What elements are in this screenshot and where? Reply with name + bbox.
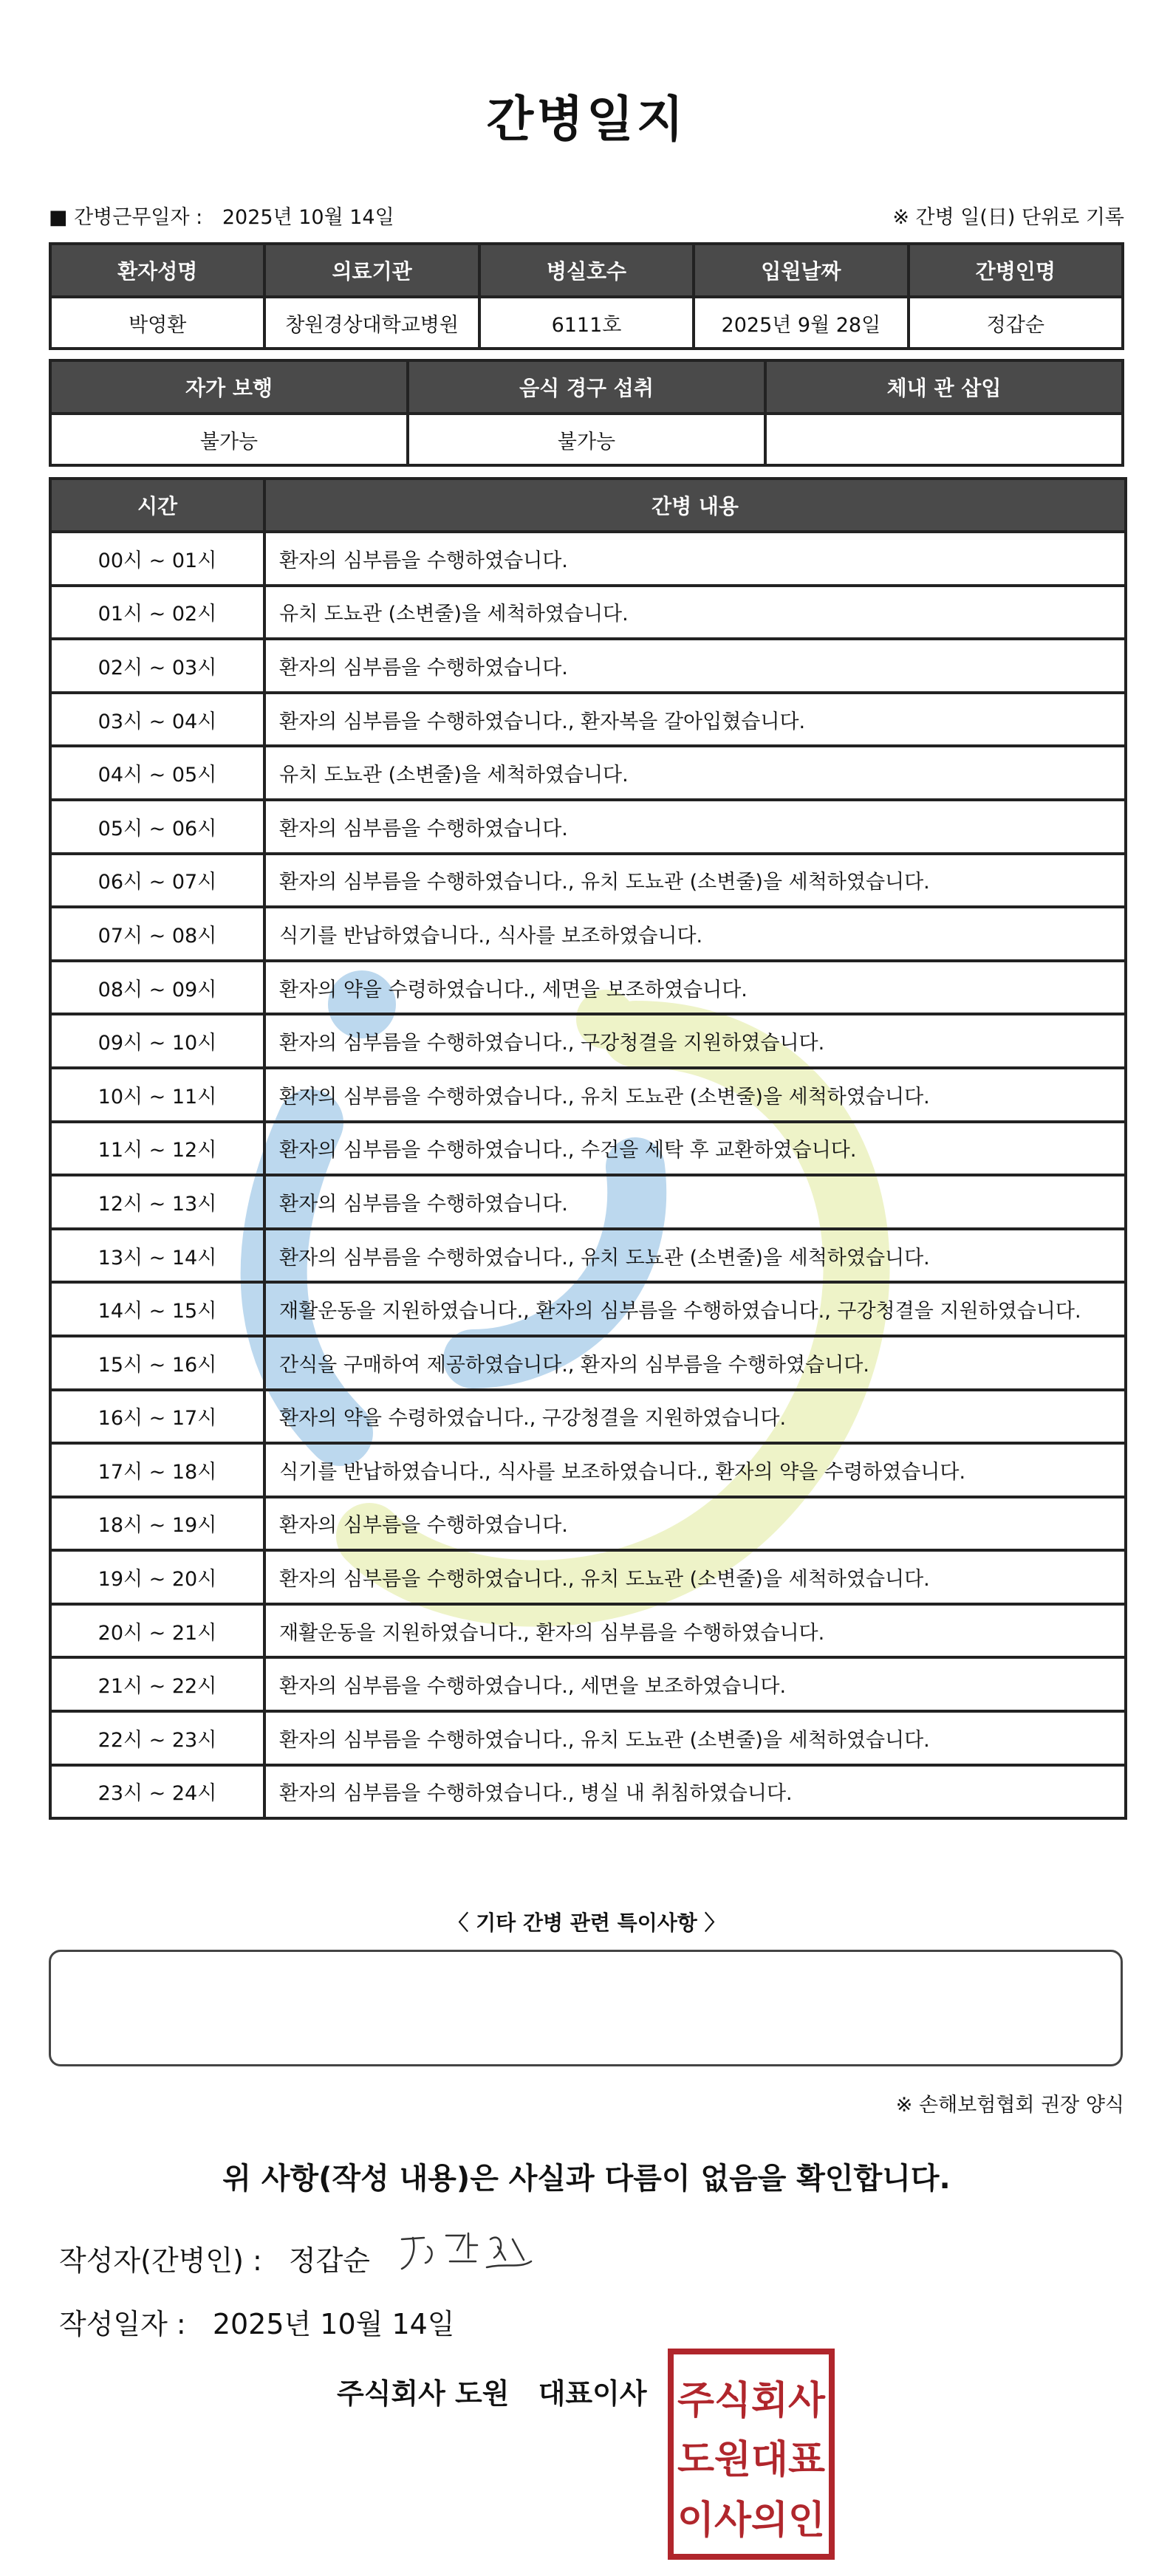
- log-row: [50, 1604, 1126, 1658]
- insurance-note: ※ 손해보험협회 권장 양식: [895, 2094, 1124, 2117]
- log-time: 20시 ~ 21시: [50, 1604, 264, 1658]
- log-content: 환자의 약을 수령하였습니다., 세면을 보조하였습니다.: [264, 961, 1126, 1015]
- log-content: 식기를 반납하였습니다., 식사를 보조하였습니다.: [264, 907, 1126, 961]
- log-row: [50, 1282, 1126, 1336]
- company-seal-stamp: [668, 2349, 835, 2560]
- header-walking: 자가 보행: [50, 360, 408, 414]
- handwritten-signature: [394, 2224, 535, 2276]
- log-row: [50, 586, 1126, 640]
- log-content: 환자의 심부름을 수행하였습니다., 유치 도뇨관 (소변줄)을 세척하였습니다.: [264, 854, 1126, 908]
- notes-text: [51, 1952, 1121, 1976]
- log-row: [50, 1443, 1126, 1497]
- header-oral-intake: 음식 경구 섭취: [408, 360, 765, 414]
- patient-name: 박영환: [50, 297, 264, 349]
- log-time: 15시 ~ 16시: [50, 1336, 264, 1390]
- log-content: 간식을 구매하여 제공하였습니다., 환자의 심부름을 수행하였습니다.: [264, 1336, 1126, 1390]
- log-content: 환자의 심부름을 수행하였습니다., 유치 도뇨관 (소변줄)을 세척하였습니다.: [264, 1711, 1126, 1765]
- log-content: 환자의 심부름을 수행하였습니다., 유치 도뇨관 (소변줄)을 세척하였습니다.: [264, 1229, 1126, 1283]
- log-content: 유치 도뇨관 (소변줄)을 세척하였습니다.: [264, 586, 1126, 640]
- svg-text:주식회사: 주식회사: [677, 2379, 826, 2423]
- header-content: 간병 내용: [264, 479, 1126, 532]
- log-time: 13시 ~ 14시: [50, 1229, 264, 1283]
- log-time: 02시 ~ 03시: [50, 639, 264, 693]
- log-time: 10시 ~ 11시: [50, 1068, 264, 1122]
- notes-box: [49, 1950, 1123, 2066]
- log-row: [50, 961, 1126, 1015]
- walking-value: 불가능: [50, 414, 408, 465]
- log-row: [50, 1336, 1126, 1390]
- log-content: 환자의 심부름을 수행하였습니다.: [264, 1497, 1126, 1551]
- log-time: 01시 ~ 02시: [50, 586, 264, 640]
- write-date-line: [59, 2301, 455, 2342]
- log-content: 환자의 심부름을 수행하였습니다., 세면을 보조하였습니다.: [264, 1657, 1126, 1711]
- oral-intake-value: 불가능: [408, 414, 765, 465]
- header-hospital: 의료기관: [264, 244, 479, 297]
- patient-header-row: [50, 244, 1123, 297]
- notes-title: 〈 기타 간병 관련 특이사항 〉: [448, 1911, 725, 1935]
- company-name: 주식회사 도원: [337, 2377, 510, 2410]
- log-content: 유치 도뇨관 (소변줄)을 세척하였습니다.: [264, 746, 1126, 800]
- log-time: 03시 ~ 04시: [50, 693, 264, 747]
- log-content: 환자의 심부름을 수행하였습니다., 유치 도뇨관 (소변줄)을 세척하였습니다.: [264, 1550, 1126, 1604]
- confirm-statement: 위 사항(작성 내용)은 사실과 다름이 없음을 확인합니다.: [222, 2162, 951, 2196]
- ability-header-row: [50, 360, 1123, 414]
- log-time: 22시 ~ 23시: [50, 1711, 264, 1765]
- unit-note: ※ 간병 일(日) 단위로 기록: [892, 206, 1124, 229]
- writer-line: [59, 2238, 388, 2278]
- log-content: 환자의 심부름을 수행하였습니다., 환자복을 갈아입혔습니다.: [264, 693, 1126, 747]
- log-row: [50, 1550, 1126, 1604]
- log-time: 00시 ~ 01시: [50, 532, 264, 586]
- log-time: 17시 ~ 18시: [50, 1443, 264, 1497]
- log-row: [50, 1497, 1126, 1551]
- log-row: [50, 854, 1126, 908]
- tube-value: [765, 414, 1123, 465]
- log-time: 18시 ~ 19시: [50, 1497, 264, 1551]
- log-time: 09시 ~ 10시: [50, 1014, 264, 1068]
- log-content: 환자의 심부름을 수행하였습니다.: [264, 800, 1126, 854]
- log-content: 환자의 약을 수령하였습니다., 구강청결을 지원하였습니다.: [264, 1390, 1126, 1444]
- log-row: [50, 1014, 1126, 1068]
- page-title: 간병일지: [486, 91, 687, 148]
- room-number: 6111호: [479, 297, 694, 349]
- log-time: 06시 ~ 07시: [50, 854, 264, 908]
- log-row: [50, 532, 1126, 586]
- patient-info-table: [49, 242, 1124, 350]
- log-row: [50, 800, 1126, 854]
- log-row: [50, 1175, 1126, 1229]
- care-log-table: [49, 477, 1127, 1820]
- log-time: 04시 ~ 05시: [50, 746, 264, 800]
- log-content: 재활운동을 지원하였습니다., 환자의 심부름을 수행하였습니다.: [264, 1604, 1126, 1658]
- log-time: 07시 ~ 08시: [50, 907, 264, 961]
- log-content: 환자의 심부름을 수행하였습니다., 구강청결을 지원하였습니다.: [264, 1014, 1126, 1068]
- log-row: [50, 746, 1126, 800]
- log-content: 환자의 심부름을 수행하였습니다., 유치 도뇨관 (소변줄)을 세척하였습니다.: [264, 1068, 1126, 1122]
- write-date-value: 2025년 10월 14일: [212, 2308, 455, 2340]
- log-row: [50, 1711, 1126, 1765]
- admission-date: 2025년 9월 28일: [694, 297, 908, 349]
- svg-text:도원대표: 도원대표: [677, 2438, 825, 2482]
- log-row: [50, 1390, 1126, 1444]
- patient-value-row: [50, 297, 1123, 349]
- work-date-value: 2025년 10월 14일: [222, 206, 394, 229]
- log-row: [50, 639, 1126, 693]
- write-date-label: 작성일자 :: [59, 2308, 186, 2340]
- ability-value-row: [50, 414, 1123, 465]
- log-row: [50, 1122, 1126, 1176]
- header-room: 병실호수: [479, 244, 694, 297]
- log-row: [50, 1657, 1126, 1711]
- caregiver-name: 정갑순: [909, 297, 1123, 349]
- work-date-label: ■ 간병근무일자 :: [49, 206, 203, 229]
- log-row: [50, 1229, 1126, 1283]
- log-time: 12시 ~ 13시: [50, 1175, 264, 1229]
- log-row: [50, 1765, 1126, 1819]
- hospital-name: 창원경상대학교병원: [264, 297, 479, 349]
- log-row: [50, 693, 1126, 747]
- company-line: [337, 2371, 666, 2411]
- log-time: 11시 ~ 12시: [50, 1122, 264, 1176]
- header-tube: 체내 관 삽입: [765, 360, 1123, 414]
- log-time: 23시 ~ 24시: [50, 1765, 264, 1819]
- log-content: 환자의 심부름을 수행하였습니다.: [264, 532, 1126, 586]
- header-patient-name: 환자성명: [50, 244, 264, 297]
- log-content: 환자의 심부름을 수행하였습니다.: [264, 639, 1126, 693]
- writer-label: 작성자(간병인) :: [59, 2244, 262, 2277]
- log-row: [50, 1068, 1126, 1122]
- ability-table: [49, 359, 1124, 467]
- log-time: 19시 ~ 20시: [50, 1550, 264, 1604]
- log-content: 환자의 심부름을 수행하였습니다., 병실 내 취침하였습니다.: [264, 1765, 1126, 1819]
- writer-name: 정갑순: [288, 2244, 370, 2277]
- log-content: 환자의 심부름을 수행하였습니다.: [264, 1175, 1126, 1229]
- log-time: 05시 ~ 06시: [50, 800, 264, 854]
- log-time: 21시 ~ 22시: [50, 1657, 264, 1711]
- log-content: 식기를 반납하였습니다., 식사를 보조하였습니다., 환자의 약을 수령하였습니다.: [264, 1443, 1126, 1497]
- log-row: [50, 907, 1126, 961]
- header-time: 시간: [50, 479, 264, 532]
- header-caregiver: 간병인명: [909, 244, 1123, 297]
- log-time: 16시 ~ 17시: [50, 1390, 264, 1444]
- log-content: 환자의 심부름을 수행하였습니다., 수건을 세탁 후 교환하였습니다.: [264, 1122, 1126, 1176]
- log-header-row: [50, 479, 1126, 532]
- log-content: 재활운동을 지원하였습니다., 환자의 심부름을 수행하였습니다., 구강청결을 지원하였습니다.: [264, 1282, 1126, 1336]
- log-time: 14시 ~ 15시: [50, 1282, 264, 1336]
- work-date: [49, 201, 394, 230]
- log-time: 08시 ~ 09시: [50, 961, 264, 1015]
- header-admission-date: 입원날짜: [694, 244, 908, 297]
- svg-text:이사의인: 이사의인: [677, 2498, 825, 2543]
- log-body: [50, 532, 1126, 1818]
- company-role: 대표이사: [538, 2377, 647, 2410]
